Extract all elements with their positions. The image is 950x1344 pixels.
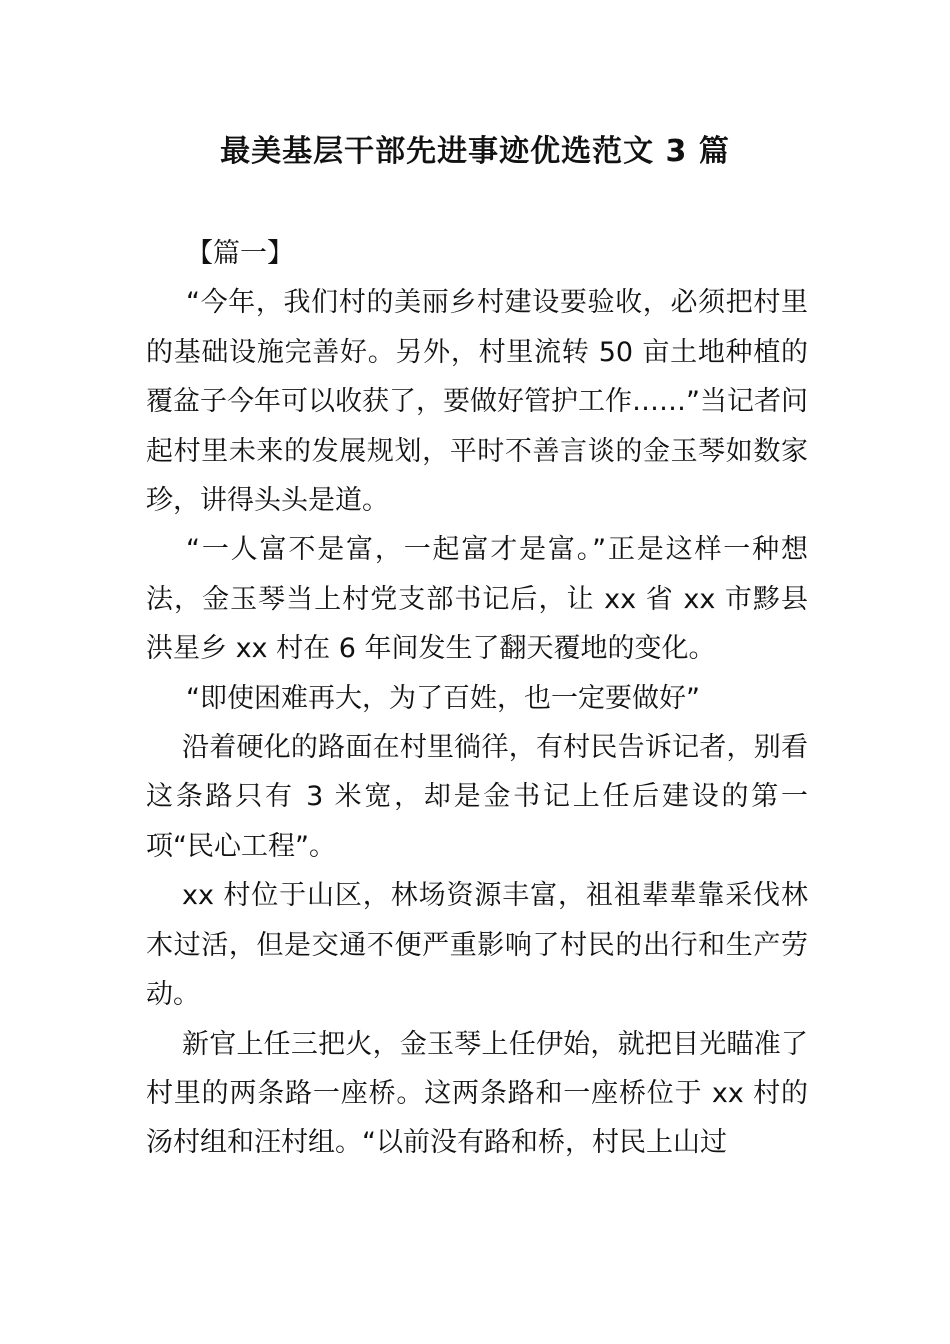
paragraph-5: xx 村位于山区，林场资源丰富，祖祖辈辈靠采伐林木过活，但是交通不便严重影响了村民的出行和生产劳动。 [146,880,808,1011]
document-body [146,229,808,1168]
document-title: 最美基层干部先进事迹优选范文 3 篇 [220,134,730,169]
section-heading: 【篇一】 [186,238,294,269]
paragraph-4: 沿着硬化的路面在村里徜徉，有村民告诉记者，别看这条路只有 3 米宽，却是金书记上任后建设的第一项“民心工程”。 [146,732,808,862]
paragraph-6: 新官上任三把火，金玉琴上任伊始，就把目光瞄准了村里的两条路一座桥。这两条路和一座桥位于 xx 村的汤村组和汪村组。“以前没有路和桥，村民上山过 [146,1028,808,1159]
paragraph-2: “一人富不是富，一起富才是富。”正是这样一种想法，金玉琴当上村党支部书记后，让 xx 省 xx 市黟县洪星乡 xx 村在 6 年间发生了翻天覆地的变化。 [146,534,808,665]
paragraph-3-subheading: “即使困难再大，为了百姓，也一定要做好” [186,682,700,714]
paragraph-1: “今年，我们村的美丽乡村建设要验收，必须把村里的基础设施完善好。另外，村里流转 50 亩土地种植的覆盆子今年可以收获了，要做好管护工作……”当记者问起村里未来的发展规划，平时不善言谈的金玉琴如数家珍，讲得头头是道。 [146,287,808,517]
